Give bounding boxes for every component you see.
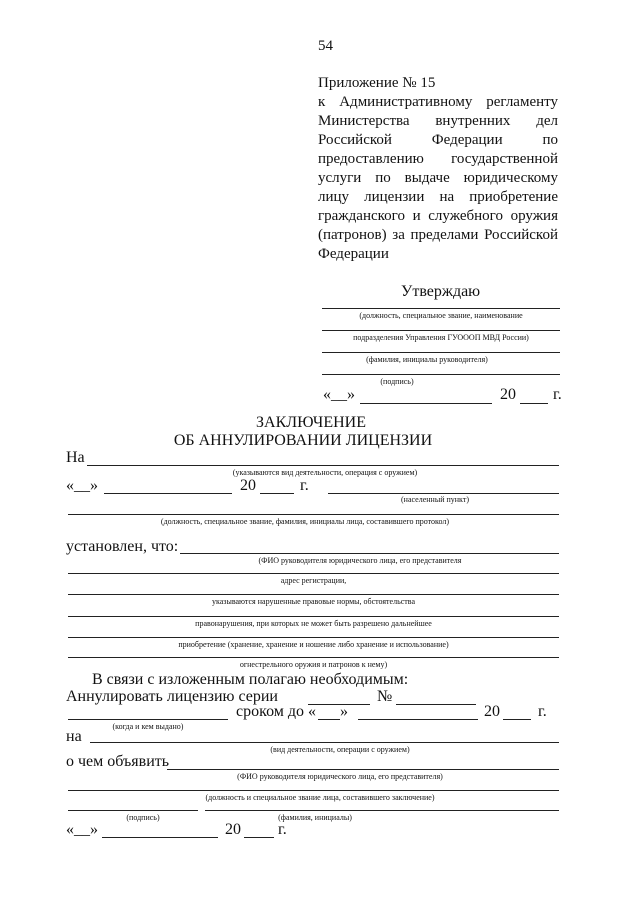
term-g: г. [538,703,547,720]
appendix-line: к Административному регламенту [318,94,558,110]
final-date-year: 20 [225,821,241,838]
approve-date-month-line [360,403,492,404]
approve-title: Утверждаю [401,283,481,300]
form-date-year-line [260,493,294,494]
form-date-year: 20 [240,477,256,494]
final-date-month-line [102,837,218,838]
approve-cap-position: (должность, специальное звание, наименование [359,311,523,320]
page-number: 54 [318,38,333,54]
doc-title-line2: ОБ АННУЛИРОВАНИИ ЛИЦЕНЗИИ [173,432,433,449]
established-line3 [68,594,559,595]
announce-label: о чем объявить [66,753,170,770]
approve-date-year: 20 [500,386,516,403]
appendix-line: лицу лицензии на приобретение [318,189,558,205]
conclusion-line: В связи с изложенным полагаю необходимым: [92,671,409,688]
approve-date-g: г. [553,386,562,403]
form-date-month-line [104,493,232,494]
name-line [205,810,559,811]
annul-label: Аннулировать лицензию серии [66,688,278,705]
place-line [328,493,559,494]
final-date-year-line [244,837,274,838]
appendix-line: предоставлению государственной [318,151,558,167]
established-line6 [68,657,559,658]
sign-cap: (подпись) [126,813,160,822]
established-cap6: огнестрельного оружия и патронов к нему) [239,660,388,669]
appendix-line: Приложение № 15 [318,75,436,91]
approve-cap-sign: (подпись) [380,377,414,386]
established-cap3: указываются нарушенные правовые нормы, обстоятельства [211,597,416,606]
approve-sign-line [322,374,560,375]
na2-cap: (вид деятельности, операции с оружием) [270,745,410,754]
approve-cap-unit: подразделения Управления ГУОООП МВД России) [353,333,529,342]
approve-cap-name: (фамилия, инициалы руководителя) [366,355,488,364]
term-year-line [503,719,531,720]
na-label: На [66,449,85,466]
announce-line [167,769,559,770]
appendix-line: (патронов) за пределами Российской [318,227,558,243]
na-line [87,465,559,466]
sign-line [68,810,198,811]
annul-series-line [308,704,370,705]
annul-no: № [377,688,393,705]
appendix-line: гражданского и служебного оружия [318,208,558,224]
established-cap1: (ФИО руководителя юридического лица, его представителя [258,556,462,565]
established-line2 [68,573,559,574]
term-label: сроком до « [236,703,317,720]
term-year: 20 [484,703,500,720]
appendix-line: Российской Федерации по [318,132,558,148]
final-date-g: г. [278,821,287,838]
approve-date-year-line [520,403,548,404]
author-cap: (должность и специальное звание лица, составившего заключение) [205,793,435,802]
established-cap2: адрес регистрации, [280,576,347,585]
final-date-day: «__» [66,821,98,838]
term-month-line [358,719,478,720]
established-line5 [68,637,559,638]
established-cap4: правонарушения, при которых не может быть разрешено дальнейшее [195,619,432,628]
approve-name-line [322,352,560,353]
author-line [68,790,559,791]
appendix-line: Министерства внутренних дел [318,113,558,129]
appendix-header [318,74,558,264]
term-day-line [318,719,340,720]
form-date-day: «__» [66,477,98,494]
established-label: установлен, что: [66,538,179,555]
appendix-line: услуги по выдаче юридическому [318,170,558,186]
term-close: » [340,703,348,720]
doc-title [0,414,640,432]
name-cap: (фамилия, инициалы) [278,813,352,822]
na-cap: (указываются вид деятельности, операция с оружием) [232,468,418,477]
established-line4 [68,616,559,617]
approve-date-day: «__» [323,386,355,403]
place-cap: (населенный пункт) [401,495,469,504]
na2-line [90,742,559,743]
doc-subtitle [0,432,640,450]
official-cap: (должность, специальное звание, фамилия, инициалы лица, составившего протокол) [160,517,450,526]
appendix-line-last: Федерации [318,246,389,262]
issued-cap: (когда и кем выдано) [112,722,184,731]
approve-position-line [322,308,560,309]
doc-title-line1: ЗАКЛЮЧЕНИЕ [256,414,366,431]
issued-line [68,719,228,720]
established-cap5: приобретение (хранение, хранение и ношение либо хранение и использование) [178,640,449,649]
approve-unit-line [322,330,560,331]
official-line [68,514,559,515]
form-date-g: г. [300,477,309,494]
announce-cap: (ФИО руководителя юридического лица, его представителя) [237,772,443,781]
established-line1 [180,553,559,554]
annul-number-line [396,704,476,705]
na2-label: на [66,728,82,745]
